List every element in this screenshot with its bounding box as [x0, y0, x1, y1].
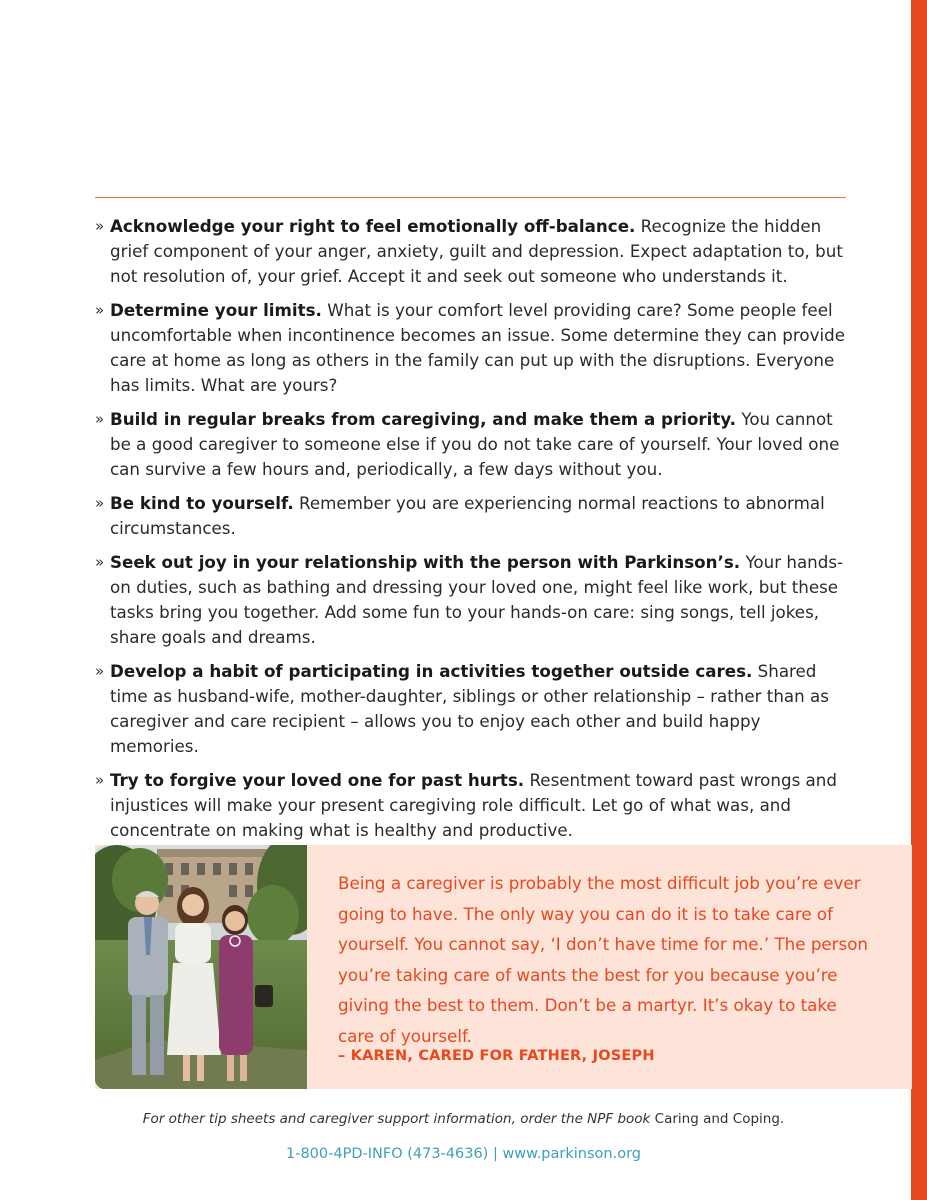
- bullet-marker: »: [95, 410, 105, 428]
- family-photo-illustration: [95, 845, 307, 1089]
- bullet-marker: »: [95, 662, 105, 680]
- bullet-marker: »: [95, 553, 105, 571]
- tip-body: What is your comfort level providing care? Some people feel uncomfortable when incontinence becomes an issue. Some determine they can provide care at home as long as others in the family can put up with the disruptions. Everyone has limits. What are yours?: [110, 300, 845, 395]
- quote-text: Being a caregiver is probably the most difficult job you’re ever going to have. The only way you can do it is to take care of yourself. You cannot say, ‘I don’t have time for me.’ The person you’re taking care of wants the best for you because you’re giving the best to them. Don’t be a martyr. It’s okay to take care of yourself.: [338, 873, 869, 1046]
- bullet-marker: »: [95, 494, 105, 512]
- tip-item: [95, 491, 845, 541]
- quote-attribution: – KAREN, CARED FOR FATHER, JOSEPH: [338, 1048, 655, 1064]
- tip-body: Resentment toward past wrongs and injustices will make your present caregiving role difficult. Let go of what was, and concentrate on making what is healthy and productive.: [110, 770, 837, 840]
- footer-note-text: For other tip sheets and caregiver support information, order the NPF book: [142, 1111, 651, 1127]
- tip-lead: Try to forgive your loved one for past hurts.: [110, 770, 525, 790]
- tip-lead: Acknowledge your right to feel emotionally off-balance.: [110, 216, 636, 236]
- family-photo: [95, 845, 307, 1089]
- bullet-marker: »: [95, 771, 105, 789]
- contact-line[interactable]: 1-800-4PD-INFO (473-4636) | www.parkinson.org: [286, 1146, 641, 1162]
- tip-body: Remember you are experiencing normal reactions to abnormal circumstances.: [110, 493, 825, 538]
- tip-item: [95, 768, 845, 843]
- tip-item: [95, 550, 845, 650]
- tips-list: [95, 214, 845, 852]
- tip-lead: Be kind to yourself.: [110, 493, 294, 513]
- tip-lead: Seek out joy in your relationship with the person with Parkinson’s.: [110, 552, 741, 572]
- tip-item: [95, 298, 845, 398]
- divider-rule: [95, 197, 846, 198]
- tip-body: Your hands-on duties, such as bathing and dressing your loved one, might feel like work, but these tasks bring you together. Add some fun to your hands-on care: sing songs, tell jokes, share goals and dreams.: [110, 552, 844, 647]
- quote-callout: [95, 845, 912, 1089]
- tip-lead: Develop a habit of participating in activities together outside cares.: [110, 661, 753, 681]
- tip-lead: Build in regular breaks from caregiving, and make them a priority.: [110, 409, 737, 429]
- tip-body: You cannot be a good caregiver to someone else if you do not take care of yourself. Your loved one can survive a few hours and, periodically, a few days without you.: [110, 409, 840, 479]
- tip-item: [95, 659, 845, 759]
- tip-item: [95, 214, 845, 289]
- tip-body: Recognize the hidden grief component of your anger, anxiety, guilt and depression. Expect adaptation to, but not resolution of, your grief. Accept it and seek out someone who understands it.: [110, 216, 843, 286]
- footer-note: [0, 1111, 927, 1127]
- tip-body: Shared time as husband-wife, mother-daughter, siblings or other relationship – rather than as caregiver and care recipient – allows you to enjoy each other and build happy memories.: [110, 661, 829, 756]
- bullet-marker: »: [95, 301, 105, 319]
- bullet-marker: »: [95, 217, 105, 235]
- tip-lead: Determine your limits.: [110, 300, 322, 320]
- book-title: Caring and Coping.: [654, 1111, 785, 1127]
- tip-item: [95, 407, 845, 482]
- orange-side-bar: [911, 0, 927, 1200]
